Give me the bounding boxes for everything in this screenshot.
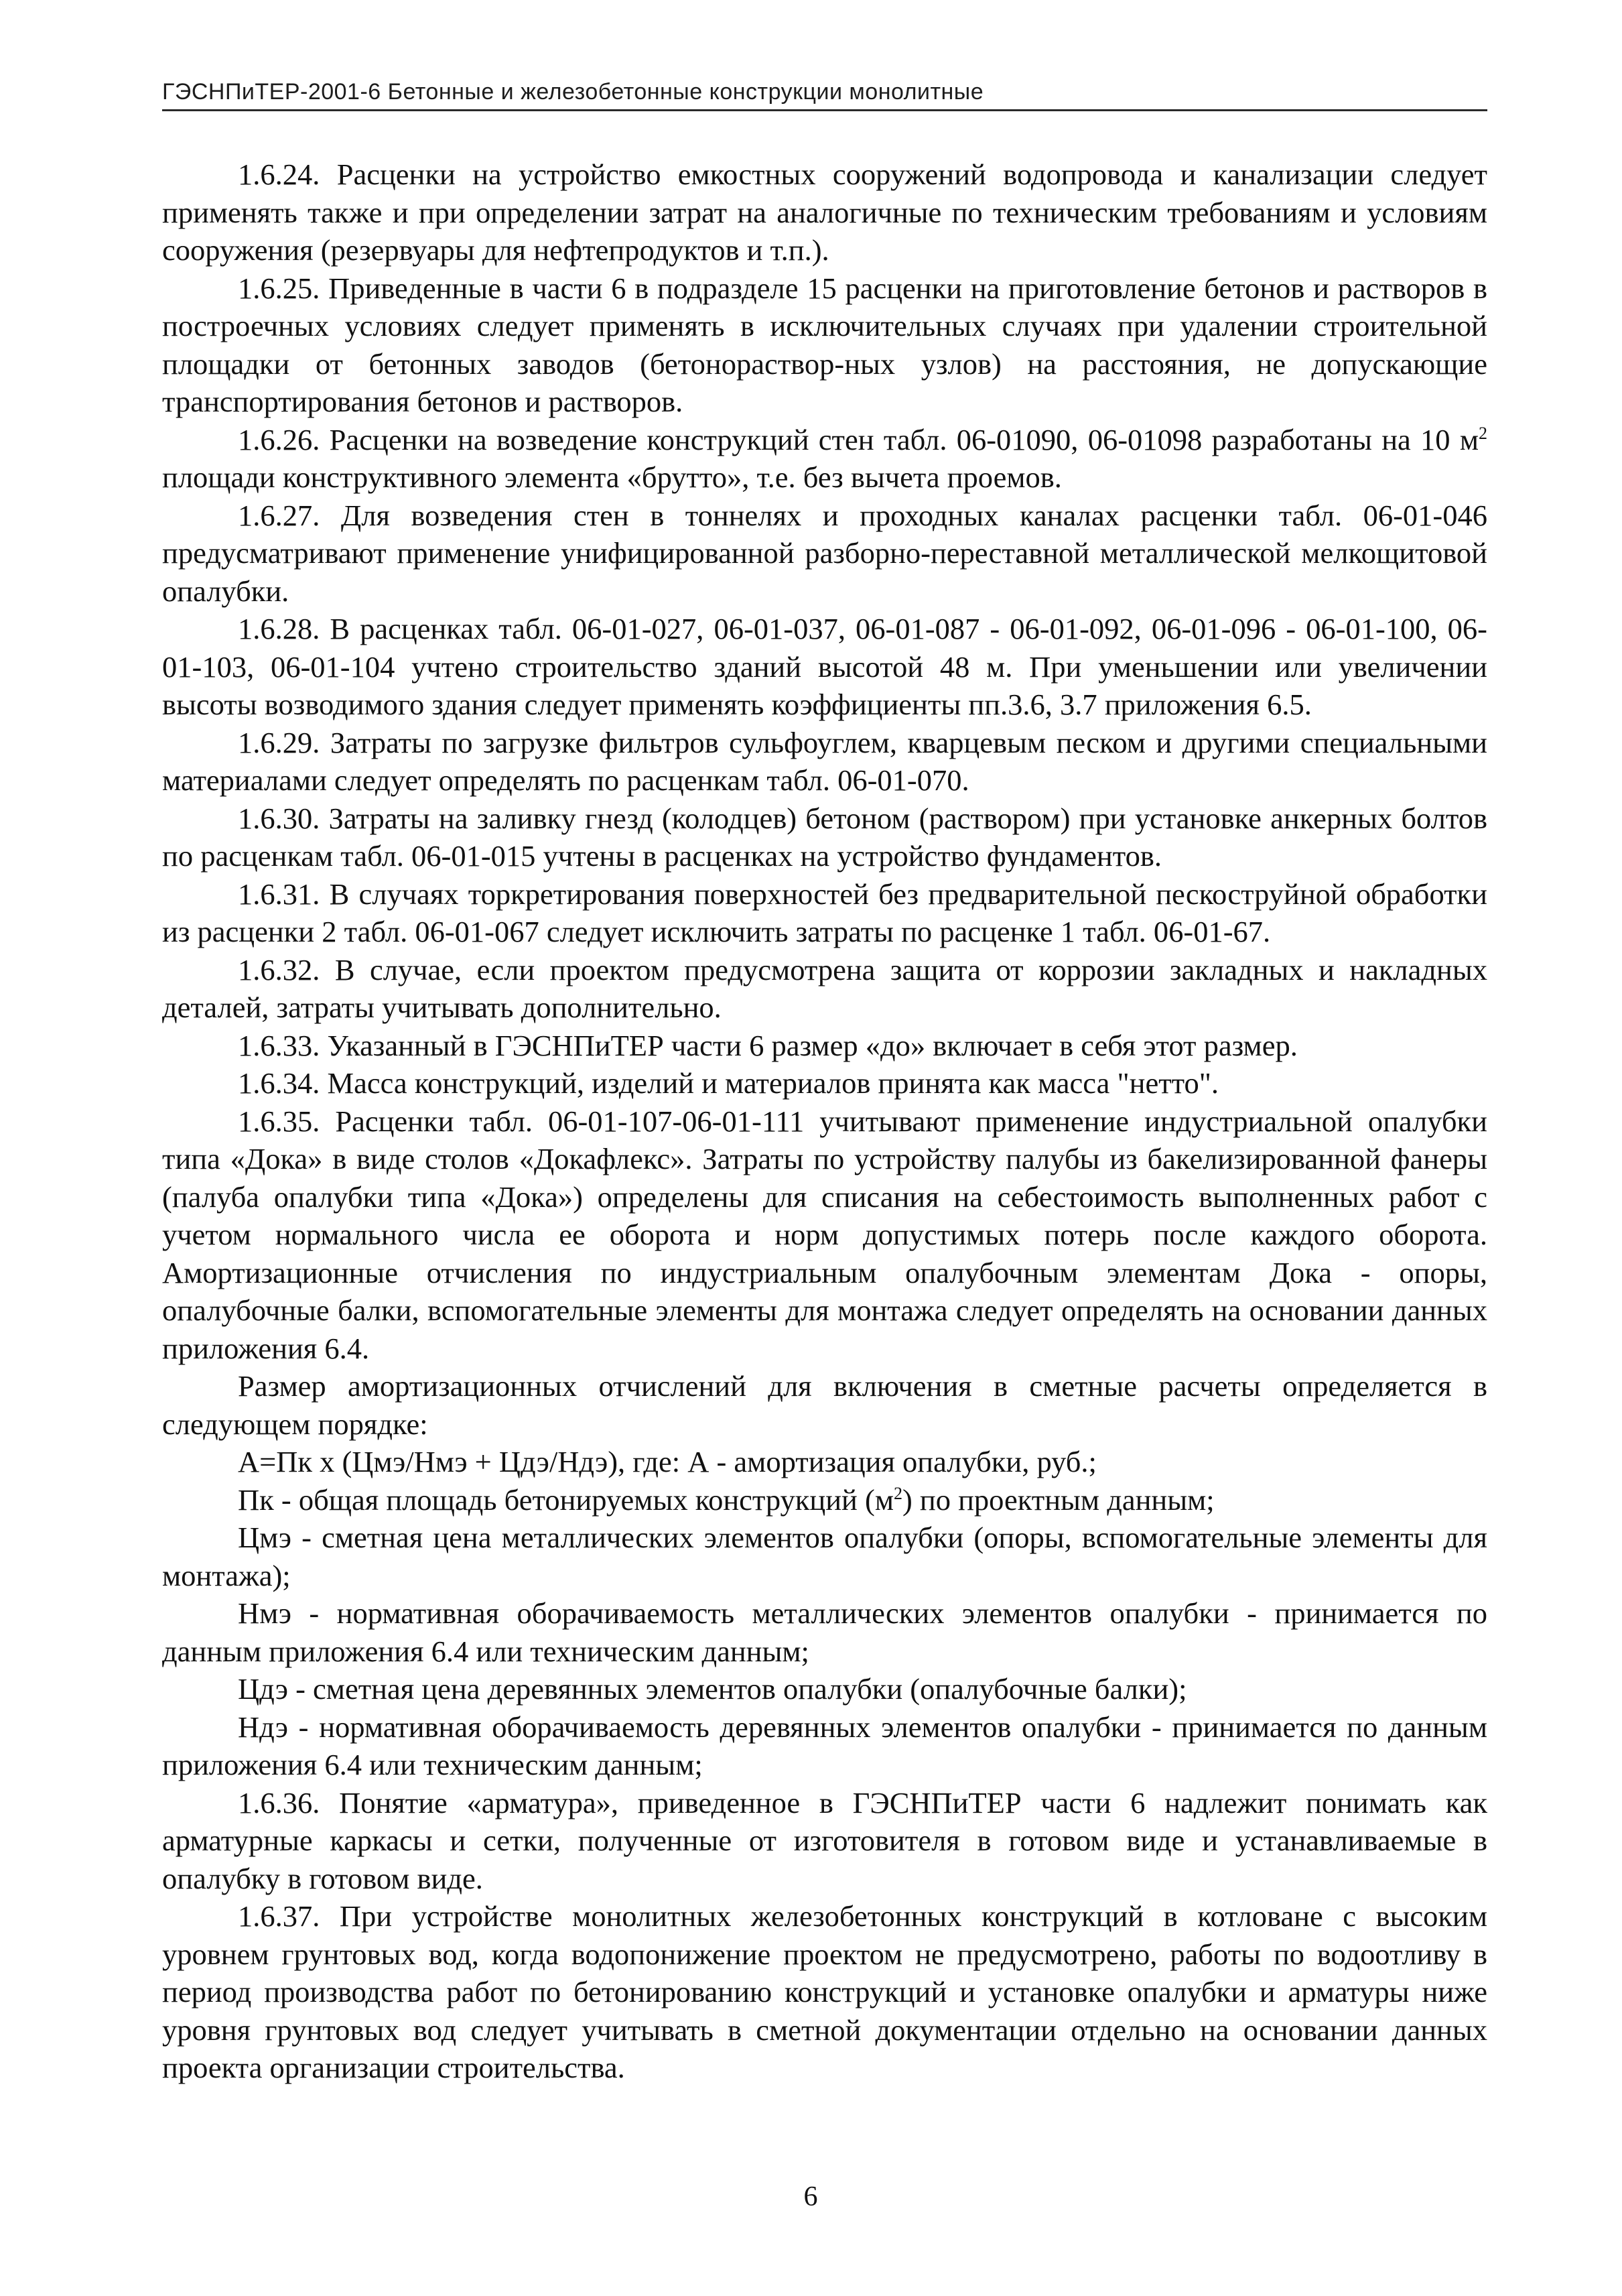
text-segment: площади конструктивного элемента «брутто», т.е. без вычета проемов.	[162, 460, 1062, 494]
definition-tsme: Цмэ - сметная цена металлических элементов опалубки (опоры, вспомогательные элементы для монтажа);	[162, 1521, 1487, 1592]
paragraph-1-6-32: 1.6.32. В случае, если проектом предусмотрена защита от коррозии закладных и накладных деталей, затраты учитывать дополнительно.	[162, 952, 1487, 1024]
amortization-formula: А=Пк х (Цмэ/Нмэ + Цдэ/Ндэ), где: А - амортизация опалубки, руб.;	[238, 1445, 1097, 1478]
text-segment: 1.6.26. Расценки на возведение конструкций стен табл. 06-01090, 06-01098 разработаны на 10 м	[238, 422, 1479, 456]
paragraph-1-6-36: 1.6.36. Понятие «арматура», приведенное в ГЭСНПиТЕР части 6 надлежит понимать как арматурные каркасы и сетки, полученные от изготовителя в готовом виде и устанавливаемые в опалубку в готовом виде.	[162, 1785, 1487, 1895]
text-segment: ) по проектным данным;	[902, 1482, 1215, 1517]
document-body	[162, 155, 1487, 2087]
paragraph-1-6-33: 1.6.33. Указанный в ГЭСНПиТЕР части 6 размер «до» включает в себя этот размер.	[238, 1028, 1298, 1062]
page-number: 6	[803, 2181, 818, 2212]
paragraph-1-6-35: 1.6.35. Расценки табл. 06-01-107-06-01-111 учитывают применение индустриальной опалубки типа «Дока» в виде столов «Докафлекс». Затраты по устройству палубы из бакелизированной фанеры (палуба опалубки типа «Дока») определены для списания на себестоимость выполненных работ с учетом нормального числа ее оборота и норм допустимых потерь после каждого оборота. Амортизационные отчисления по индустриальным опалубочным элементам Дока - опоры, опалубочные балки, вспомогательные элементы для монтажа следует определять на основании данных приложения 6.4.	[162, 1104, 1487, 1365]
definition-pk	[162, 1481, 1487, 1519]
paragraph-1-6-27: 1.6.27. Для возведения стен в тоннелях и проходных каналах расценки табл. 06-01-046 предусматривают применение унифицированной разборно-переставной металлической мелкощитовой опалубки.	[162, 498, 1487, 608]
definition-nde: Ндэ - нормативная оборачиваемость деревянных элементов опалубки - принимается по данным приложения 6.4 или техническим данным;	[162, 1710, 1487, 1781]
paragraph-1-6-37: 1.6.37. При устройстве монолитных железобетонных конструкций в котловане с высоким уровнем грунтовых вод, когда водопонижение проектом не предусмотрено, работы по водоотливу в период производства работ по бетонированию конструкций и установке опалубки и арматуры ниже уровня грунтовых вод следует учитывать в сметной документации отдельно на основании данных проекта организации строительства.	[162, 1899, 1487, 2084]
paragraph-amortization-intro: Размер амортизационных отчислений для включения в сметные расчеты определяется в следующем порядке:	[162, 1369, 1487, 1441]
paragraph-1-6-31: 1.6.31. В случаях торкретирования поверхностей без предварительной пескоструйной обработки из расценки 2 табл. 06-01-067 следует исключить затраты по расценке 1 табл. 06-01-67.	[162, 877, 1487, 948]
superscript: 2	[1479, 423, 1487, 443]
definition-nme: Нмэ - нормативная оборачиваемость металлических элементов опалубки - принимается по данным приложения 6.4 или техническим данным;	[162, 1596, 1487, 1668]
paragraph-1-6-25: 1.6.25. Приведенные в части 6 в подразделе 15 расценки на приготовление бетонов и растворов в построечных условиях следует применять в исключительных случаях при удалении строительной площадки от бетонных заводов (бетонораствор-ных узлов) на расстояния, не допускающие транспортирования бетонов и растворов.	[162, 271, 1487, 418]
paragraph-1-6-30: 1.6.30. Затраты на заливку гнезд (колодцев) бетоном (раствором) при установке анкерных болтов по расценкам табл. 06-01-015 учтены в расценках на устройство фундаментов.	[162, 801, 1487, 873]
paragraph-1-6-26	[162, 421, 1487, 497]
paragraph-1-6-29: 1.6.29. Затраты по загрузке фильтров сульфоуглем, кварцевым песком и другими специальными материалами следует определять по расценкам табл. 06-01-070.	[162, 725, 1487, 797]
superscript: 2	[893, 1483, 902, 1503]
paragraph-1-6-24: 1.6.24. Расценки на устройство емкостных сооружений водопровода и канализации следует применять также и при определении затрат на аналогичные по техническим требованиям и условиям сооружения (резервуары для нефтепродуктов и т.п.).	[162, 157, 1487, 267]
paragraph-1-6-28: 1.6.28. В расценках табл. 06-01-027, 06-01-037, 06-01-087 - 06-01-092, 06-01-096 - 06-01-100, 06-01-103, 06-01-104 учтено строительство зданий высотой 48 м. При уменьшении или увеличении высоты возводимого здания следует применять коэффициенты пп.3.6, 3.7 приложения 6.5.	[162, 612, 1487, 721]
text-segment: Пк - общая площадь бетонируемых конструкций (м	[238, 1482, 894, 1517]
definition-tsde: Цдэ - сметная цена деревянных элементов опалубки (опалубочные балки);	[238, 1672, 1187, 1706]
paragraph-1-6-34: 1.6.34. Масса конструкций, изделий и материалов принята как масса "нетто".	[238, 1066, 1219, 1100]
running-header: ГЭСНПиТЕР-2001-6 Бетонные и железобетонные конструкции монолитные	[162, 79, 1487, 111]
